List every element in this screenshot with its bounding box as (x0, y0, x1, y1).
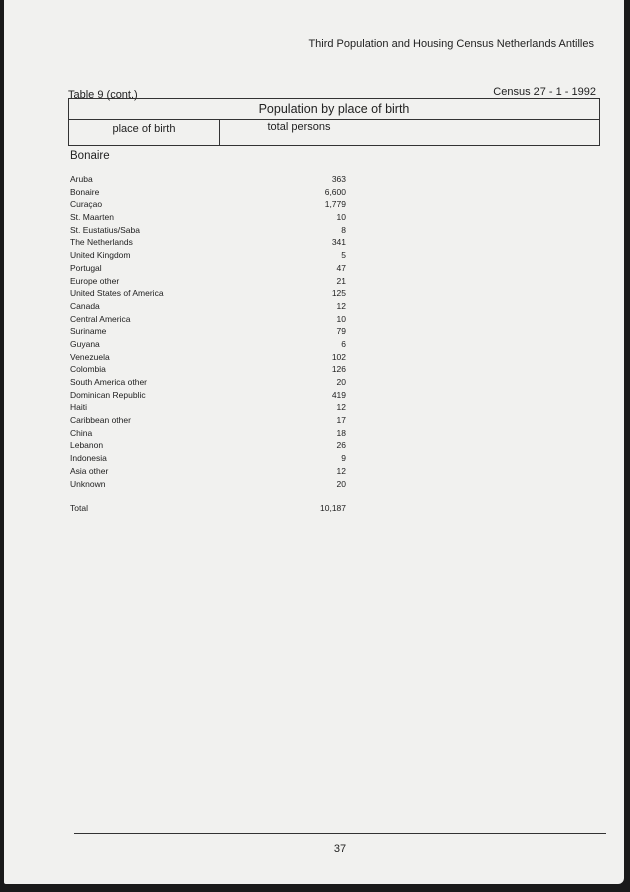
place-cell: Aruba (70, 174, 93, 184)
table-row (70, 414, 346, 427)
table-row (70, 401, 346, 414)
place-cell: China (70, 427, 93, 438)
table-row (70, 376, 346, 389)
total-cell: 12 (336, 402, 346, 413)
column-header-total-persons: total persons (267, 121, 331, 133)
total-cell: 12 (336, 465, 346, 476)
place-cell: Curaçao (70, 199, 103, 210)
table-title: Population by place of birth (69, 99, 599, 120)
page-number: 37 (333, 843, 347, 855)
table-body (70, 173, 346, 490)
table-row (70, 389, 346, 402)
total-cell: 18 (336, 427, 346, 438)
table-row (70, 224, 346, 237)
table-row (70, 249, 346, 262)
place-cell: The Netherlands (70, 237, 133, 248)
table-header-box (68, 98, 600, 146)
place-cell: United States of America (70, 288, 164, 299)
place-cell: Colombia (70, 364, 106, 375)
total-cell: 363 (331, 174, 346, 184)
place-cell: Lebanon (70, 440, 104, 451)
place-cell: Caribbean other (70, 415, 131, 426)
total-cell: 20 (336, 377, 346, 387)
table-label: Table 9 (cont.) (68, 89, 138, 101)
total-value: 10,187 (320, 503, 346, 513)
table-row (70, 338, 346, 351)
total-row (70, 503, 346, 513)
place-cell: Guyana (70, 338, 100, 349)
total-cell: 6 (341, 338, 346, 349)
table-row (70, 198, 346, 211)
total-cell: 12 (336, 300, 346, 311)
table-row (70, 313, 346, 326)
place-cell: United Kingdom (70, 250, 131, 261)
place-cell: Europe other (70, 275, 120, 286)
total-cell: 9 (341, 453, 346, 464)
table-row (70, 465, 346, 478)
place-cell: Unknown (70, 478, 106, 489)
table-row (70, 275, 346, 288)
total-cell: 1,779 (324, 199, 346, 210)
total-cell: 5 (341, 250, 346, 261)
total-cell: 10 (336, 313, 346, 324)
total-cell: 419 (331, 389, 346, 400)
total-cell: 17 (336, 415, 346, 426)
place-cell: St. Eustatius/Saba (70, 224, 140, 235)
table-row (70, 300, 346, 313)
table-row (70, 351, 346, 364)
total-cell: 126 (331, 364, 346, 375)
total-cell: 79 (336, 326, 346, 337)
footer-rule (74, 833, 606, 834)
place-cell: Venezuela (70, 351, 110, 362)
table-row (70, 262, 346, 275)
total-cell: 20 (336, 478, 346, 489)
census-date: Census 27 - 1 - 1992 (493, 86, 596, 98)
total-cell: 125 (331, 288, 346, 299)
table-row (70, 478, 346, 491)
column-header-place-of-birth: place of birth (112, 123, 176, 135)
table-row (70, 452, 346, 465)
total-cell: 341 (331, 237, 346, 248)
place-cell: Portugal (70, 262, 102, 273)
running-head: Third Population and Housing Census Netherlands Antilles (308, 38, 594, 50)
place-cell: South America other (70, 377, 148, 387)
table-row (70, 173, 346, 186)
section-label: Bonaire (70, 150, 110, 162)
total-cell: 26 (336, 440, 346, 451)
total-label: Total (70, 503, 88, 513)
total-cell: 6,600 (324, 186, 346, 197)
place-cell: Haiti (70, 402, 88, 413)
total-cell: 21 (336, 275, 346, 286)
place-cell: Dominican Republic (70, 389, 146, 400)
table-row (70, 236, 346, 249)
total-cell: 102 (331, 351, 346, 362)
place-cell: St. Maarten (70, 212, 114, 223)
table-row (70, 427, 346, 440)
place-cell: Canada (70, 300, 100, 311)
table-row (70, 439, 346, 452)
table-row (70, 211, 346, 224)
total-cell: 10 (336, 212, 346, 223)
table-row (70, 325, 346, 338)
table-row (70, 363, 346, 376)
table-row (70, 287, 346, 300)
table-row (70, 186, 346, 199)
place-cell: Asia other (70, 465, 109, 476)
document-page (4, 0, 624, 884)
total-cell: 47 (336, 262, 346, 273)
total-cell: 8 (341, 224, 346, 235)
place-cell: Indonesia (70, 453, 107, 464)
place-cell: Central America (70, 313, 131, 324)
place-cell: Suriname (70, 326, 107, 337)
place-cell: Bonaire (70, 186, 100, 197)
